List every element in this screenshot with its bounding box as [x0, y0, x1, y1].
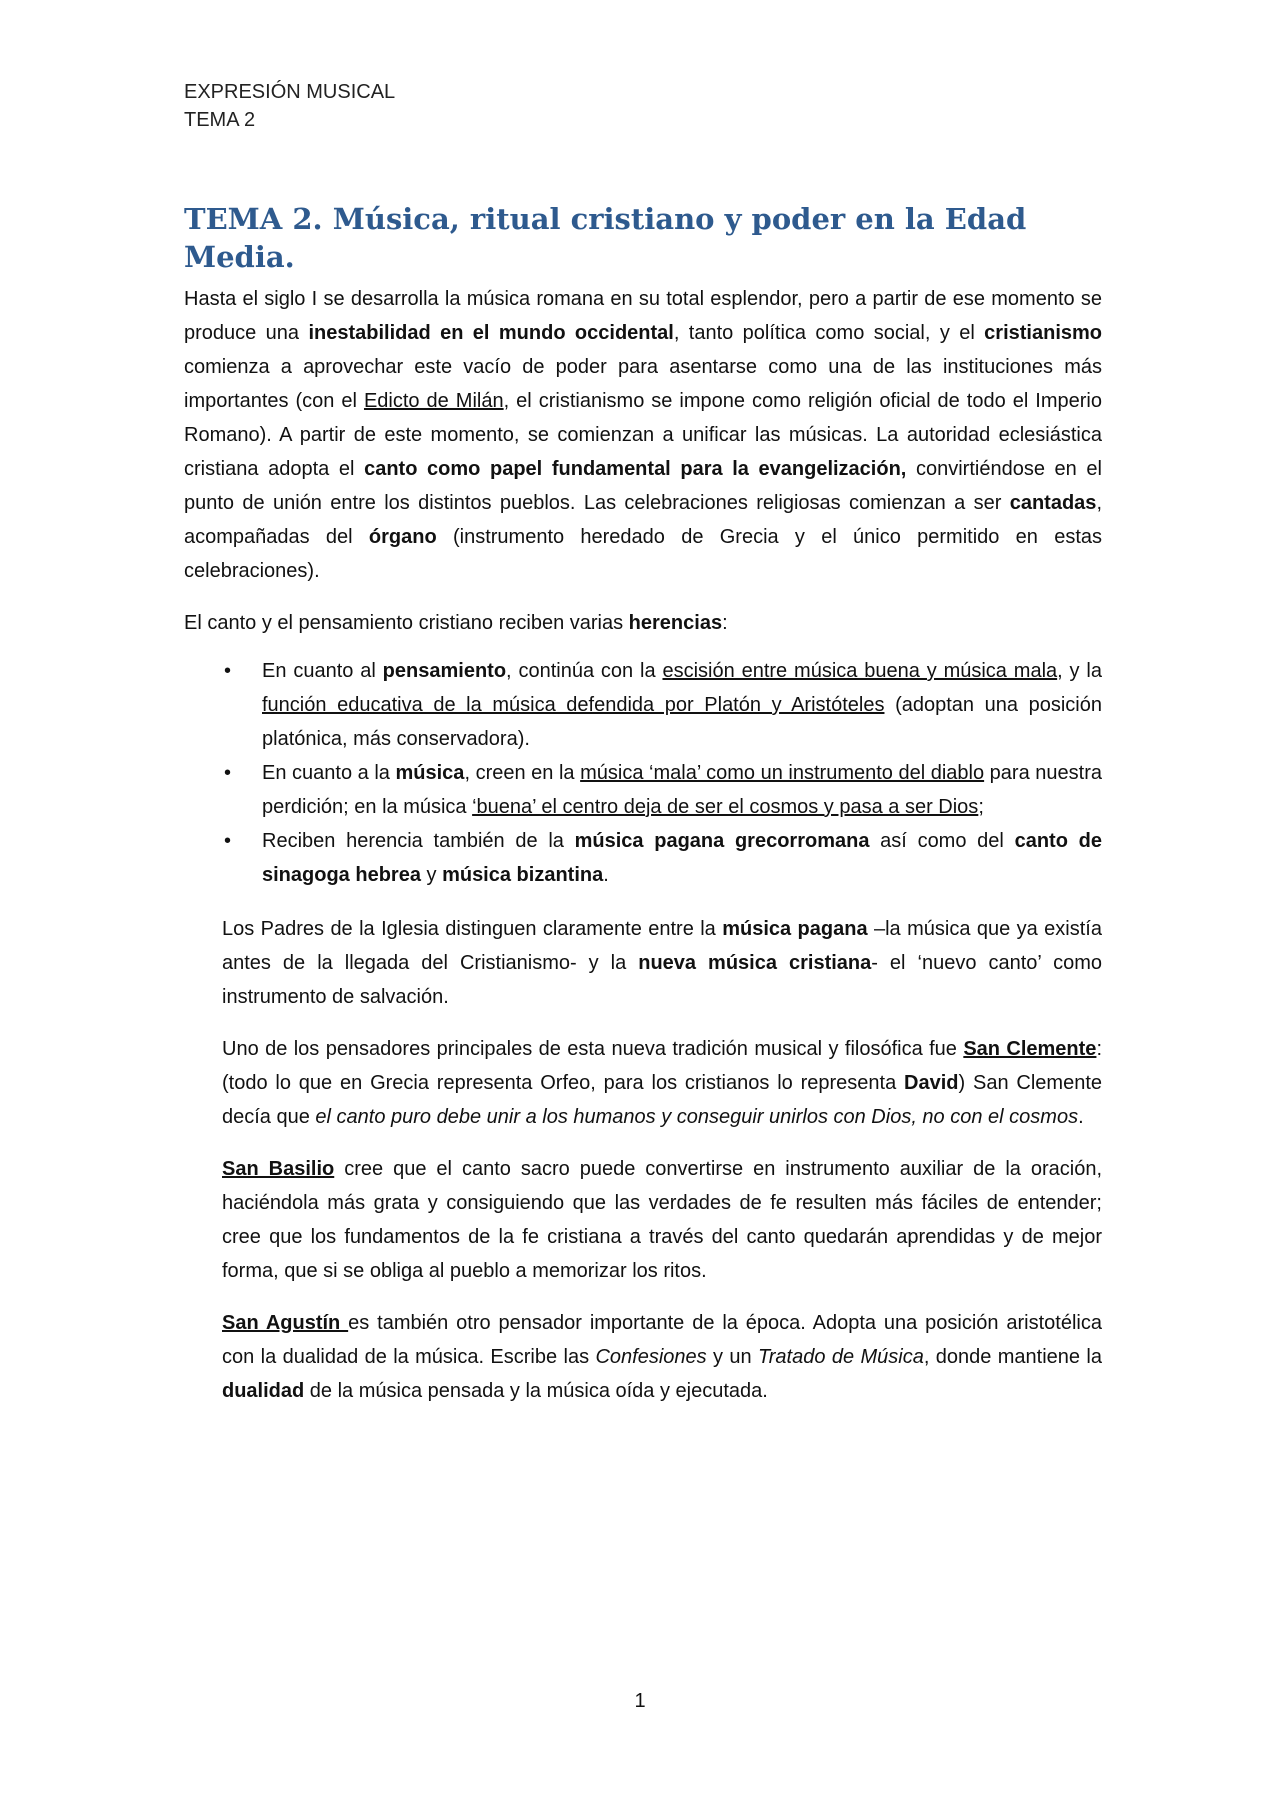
- text: así como del: [869, 830, 1015, 852]
- bold-text: pensamiento: [382, 660, 507, 682]
- text: ;: [978, 796, 984, 818]
- text: :: [722, 612, 728, 634]
- bold-text: herencias: [628, 612, 723, 634]
- bullet-icon: •: [224, 660, 232, 682]
- text: , el cristianismo se impone como religión oficial de todo el Imperio Romano). A partir de este momento, se comienzan a unificar las músicas. La autoridad eclesiástica cristiana adopta el: [184, 390, 1102, 480]
- bold-underlined-text: San Basilio: [222, 1158, 335, 1180]
- text: convirtiéndose en el punto de unión entre los distintos pueblos. Las celebraciones religiosas comienzan a ser: [184, 458, 1102, 514]
- text: Hasta el siglo I se desarrolla la música romana en su total esplendor, pero a partir de ese momento se produce una: [184, 288, 1102, 344]
- text: .: [603, 864, 609, 886]
- paragraph-san-clemente: [184, 1032, 1102, 1134]
- page-number: 1: [634, 1690, 646, 1712]
- list-item: [224, 654, 1102, 756]
- bold-text: órgano: [368, 526, 437, 548]
- underlined-text: función educativa de la música defendida por Platón y Aristóteles: [262, 694, 885, 716]
- underlined-text: música ‘mala’ como un instrumento del diablo: [580, 762, 985, 784]
- page-title: TEMA 2. Música, ritual cristiano y poder en la Edad Media.: [184, 202, 1027, 274]
- text: , donde mantiene la: [923, 1346, 1102, 1368]
- bullet-icon: •: [224, 830, 232, 852]
- paragraph-padres-iglesia: [184, 912, 1102, 1014]
- text: de la música pensada y la música oída y ejecutada.: [304, 1380, 768, 1402]
- text: cree que el canto sacro puede convertirse en instrumento auxiliar de la oración, haciéndola más grata y consiguiendo que las verdades de fe resulten más fáciles de entender; cree que los fundamentos de la fe cristiana a través del canto quedarán aprendidas y de mejor forma, que si se obliga al pueblo a memorizar los ritos.: [222, 1158, 1103, 1282]
- italic-text: Tratado de Música: [758, 1346, 924, 1368]
- paragraph-san-agustin: [184, 1306, 1102, 1408]
- underlined-text: escisión entre música buena y música mala: [662, 660, 1058, 682]
- text: es también otro pensador importante de la época. Adopta una posición aristotélica con la dualidad de la música. Escribe las: [222, 1312, 1102, 1368]
- text: –la música que ya existía antes de la llegada del Cristianismo- y la: [222, 918, 1102, 974]
- text: Reciben herencia también de la: [262, 830, 575, 852]
- text: , y la: [1057, 660, 1102, 682]
- header-course: EXPRESIÓN MUSICAL: [184, 81, 396, 103]
- text: (instrumento heredado de Grecia y el único permitido en estas celebraciones).: [184, 526, 1103, 582]
- list-item: [224, 756, 1102, 824]
- text: , creen en la: [464, 762, 581, 784]
- text: , tanto política como social, y el: [673, 322, 985, 344]
- text: y: [420, 864, 443, 886]
- bold-text: dualidad: [222, 1380, 305, 1402]
- bold-text: canto de sinagoga hebrea: [262, 830, 1102, 886]
- page-header: [184, 78, 395, 134]
- text: .: [1078, 1106, 1084, 1128]
- text: - el ‘nuevo canto’ como instrumento de salvación.: [222, 952, 1102, 1008]
- text: y un: [706, 1346, 759, 1368]
- bold-text: música pagana: [722, 918, 868, 940]
- bold-text: música bizantina: [442, 864, 604, 886]
- bold-text: nueva música cristiana: [638, 952, 872, 974]
- paragraph-san-basilio: [184, 1152, 1102, 1288]
- bold-underlined-text: San Clemente: [963, 1038, 1097, 1060]
- paragraph-intro: [184, 282, 1102, 588]
- text: (adoptan una posición platónica, más conservadora).: [262, 694, 1102, 750]
- bold-text: inestabilidad en el mundo occidental: [308, 322, 674, 344]
- text: , acompañadas del: [184, 492, 1102, 548]
- underlined-text: Edicto de Milán: [363, 390, 504, 412]
- italic-text: Confesiones: [595, 1346, 707, 1368]
- text: comienza a aprovechar este vacío de poder para asentarse como una de las instituciones más importantes (con el: [184, 356, 1102, 412]
- bold-text: David: [904, 1072, 959, 1094]
- bold-text: cantadas: [1009, 492, 1097, 514]
- text: En cuanto a la: [262, 762, 396, 784]
- bold-text: música: [395, 762, 465, 784]
- text: , continúa con la: [506, 660, 663, 682]
- paragraph-herencias: [184, 606, 1102, 640]
- text: El canto y el pensamiento cristiano reciben varias: [184, 612, 629, 634]
- underlined-text: ‘buena’ el centro deja de ser el cosmos y pasa a ser Dios: [472, 796, 979, 818]
- bold-text: canto como papel fundamental para la evangelización,: [364, 458, 907, 480]
- bullet-icon: •: [224, 762, 232, 784]
- text: ) San Clemente decía que: [222, 1072, 1102, 1128]
- bold-text: música pagana grecorromana: [574, 830, 870, 852]
- text: Uno de los pensadores principales de esta nueva tradición musical y filosófica fue: [222, 1038, 964, 1060]
- list-item: [224, 824, 1102, 892]
- document-body: [184, 200, 1102, 1426]
- text: : (todo lo que en Grecia representa Orfeo, para los cristianos lo representa: [222, 1038, 1102, 1094]
- bold-underlined-text: San Agustín: [222, 1312, 349, 1334]
- bold-text: cristianismo: [984, 322, 1102, 344]
- italic-text: el canto puro debe unir a los humanos y conseguir unirlos con Dios, no con el cosmos: [315, 1106, 1079, 1128]
- text: Los Padres de la Iglesia distinguen claramente entre la: [222, 918, 723, 940]
- header-topic: TEMA 2: [184, 109, 256, 131]
- herencias-list: [184, 654, 1102, 892]
- text: para nuestra perdición; en la música: [262, 762, 1102, 818]
- text: En cuanto al: [262, 660, 383, 682]
